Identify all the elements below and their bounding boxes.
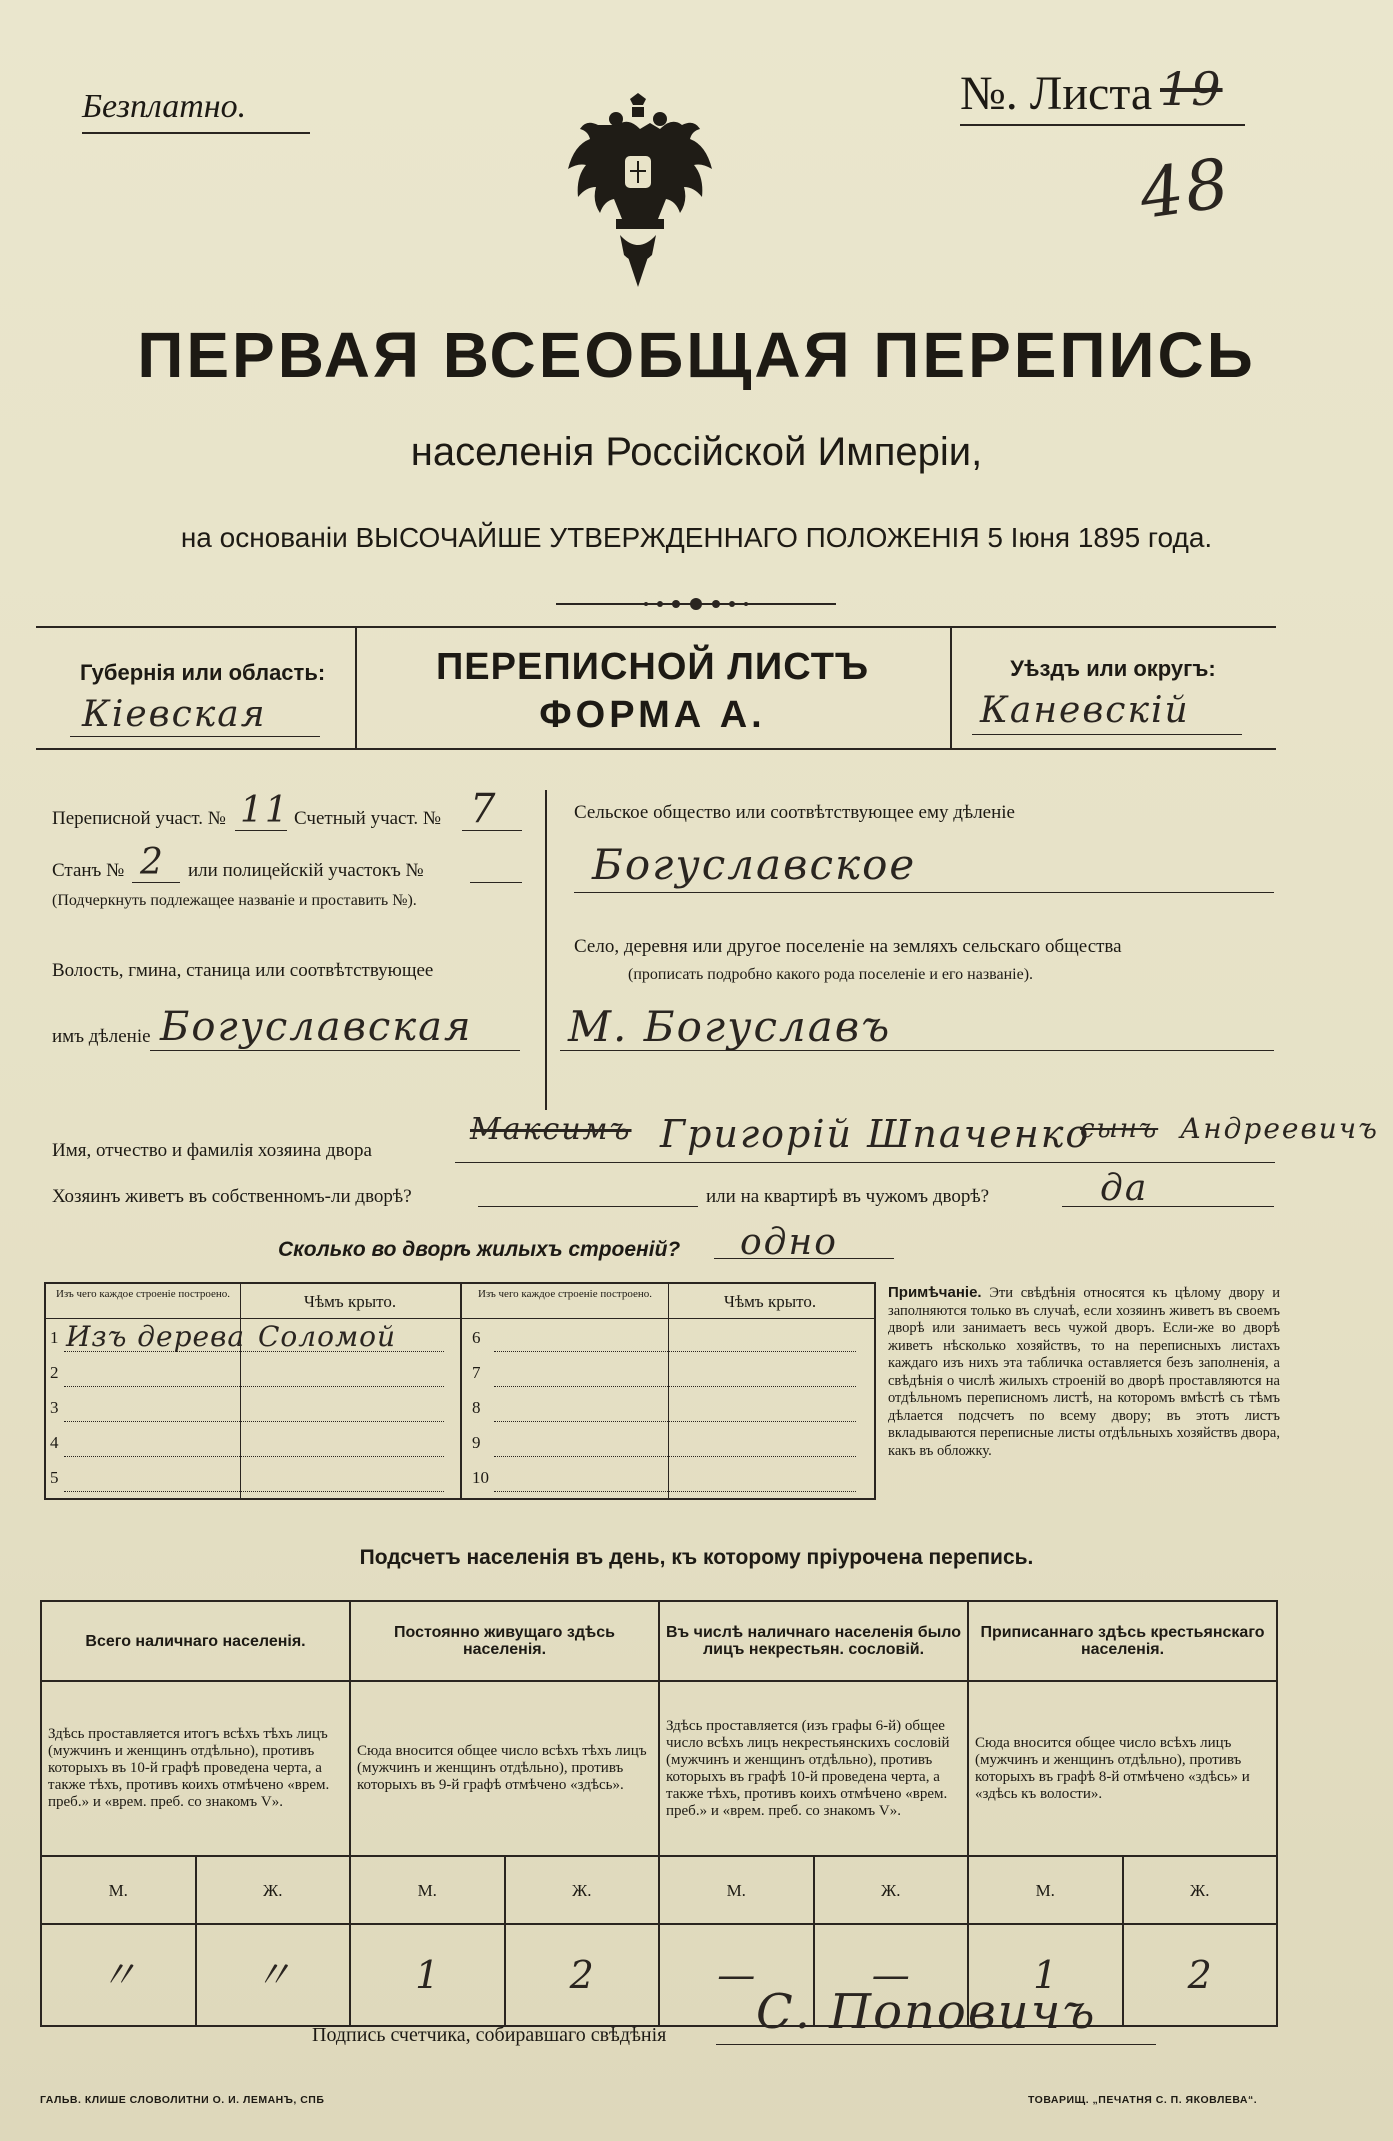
buildings-value: одно [740, 1222, 838, 1263]
building-row-num: 1 [50, 1328, 59, 1347]
own-yard-value: да [1100, 1168, 1149, 1209]
ornament-divider-icon [556, 592, 836, 616]
sheet-number-value: 19 [1160, 62, 1223, 116]
male-header: М. [968, 1856, 1123, 1924]
note-title: Примѣчаніе. [888, 1284, 982, 1301]
male-header: М. [41, 1856, 196, 1924]
province-value: Кіевская [82, 694, 267, 735]
signature-label: Подпись счетчика, собиравшаго свѣдѣнія [312, 2024, 667, 2046]
population-col-header: Приписаннаго здѣсь крестьянскаго населенія. [968, 1601, 1277, 1681]
police-label: или полицейскій участокъ № [188, 860, 424, 881]
village-label: Село, деревня или другое поселеніе на земляхъ сельскаго общества [574, 936, 1122, 957]
sheet-number-label: №. Листа [960, 67, 1153, 120]
footer-left-print: ГАЛЬВ. КЛИШЕ СЛОВОЛИТНИ О. И. ЛЕМАНЪ, СПБ [40, 2094, 325, 2106]
male-count: 1 [350, 1924, 505, 2026]
building-row-roof: Соломой [258, 1320, 397, 1353]
village-note: (прописать подробно какого рода поселеніе и его названіе). [628, 966, 1034, 983]
volost-label-1: Волость, гмина, станица или соотвѣтствующее [52, 960, 434, 981]
note-text: Эти свѣдѣнія относятся къ цѣлому двору и заполняются только въ случаѣ, если хозяинъ живетъ въ своемъ дворѣ или занимаетъ весь чужой дворъ. Если-же во дворѣ живетъ нѣсколько хозяйствъ, то на переписныхъ листахъ каждаго изъ нихъ эта табличка оставляется безъ заполненія, а свѣдѣнія о числѣ жилыхъ строеній во дворѣ проставляются на отдѣльномъ переписномъ листѣ, на которомъ вмѣстѣ съ тѣмъ дѣлается подсчетъ по всему двору; въ этотъ листъ вкладываются переписные листы отдѣльныхъ хозяйствъ двора, какъ въ обложку. [888, 1285, 1280, 1459]
basis-line: на основаніи ВЫСОЧАЙШЕ УТВЕРЖДЕННАГО ПОЛОЖЕНІЯ 5 Іюня 1895 года. [180, 522, 1213, 553]
female-count: 2 [505, 1924, 660, 2026]
female-count: — [814, 1924, 969, 2026]
counting-district-value: 7 [470, 786, 498, 832]
population-col-desc: Сюда вносится общее число всѣхъ тѣхъ лицъ (мужчинъ и женщинъ отдѣльно), противъ которыхъ въ 9-й графѣ отмѣчено «здѣсь». [350, 1681, 659, 1856]
building-row-num: 9 [472, 1433, 481, 1452]
female-header: Ж. [196, 1856, 351, 1924]
col-roof-right: Чѣмъ крыто. [723, 1292, 817, 1311]
own-yard-label: Хозяинъ живетъ въ собственномъ-ли дворѣ? [52, 1186, 412, 1207]
stan-value: 2 [140, 842, 165, 883]
owner-name-crossed: Максимъ [470, 1112, 632, 1147]
col-material-left: Изъ чего каждое строеніе построено. [55, 1288, 231, 1300]
male-count: 1 [968, 1924, 1123, 2026]
population-col-header: Въ числѣ наличнаго населенія было лицъ некрестьян. сословій. [659, 1601, 968, 1681]
female-header: Ж. [814, 1856, 969, 1924]
male-header: М. [659, 1856, 814, 1924]
building-row-num: 3 [50, 1398, 59, 1417]
eagle-emblem-icon [558, 85, 718, 295]
col-roof-left: Чѣмъ крыто. [303, 1292, 397, 1311]
building-row-num: 6 [472, 1328, 481, 1347]
village-value: М. Богуславъ [568, 1002, 892, 1051]
col-material-right: Изъ чего каждое строеніе построено. [477, 1288, 653, 1300]
main-title: ПЕРВАЯ ВСЕОБЩАЯ ПЕРЕПИСЬ [137, 319, 1256, 391]
subtitle: населенія Россійской Имперіи, [410, 430, 983, 474]
form-title: ПЕРЕПИСНОЙ ЛИСТЪ [435, 646, 870, 688]
underline-note: (Подчеркнуть подлежащее названіе и проставить №). [52, 892, 417, 909]
building-row-num: 4 [50, 1433, 59, 1452]
form-name: ФОРМА А. [539, 694, 766, 736]
female-count: 〃 [196, 1924, 351, 2026]
signature-value: С. Поповичъ [756, 1984, 1097, 2040]
owner-name-value: Григорій Шпаченко [660, 1112, 1091, 1156]
counting-district-label: Счетный участ. № [294, 808, 441, 829]
footer-right-print: ТОВАРИЩ. „ПЕЧАТНЯ С. П. ЯКОВЛЕВА“. [1028, 2094, 1258, 2106]
owner-name-value-2: Андреевичъ [1180, 1112, 1379, 1145]
community-label: Сельское общество или соотвѣтствующее ему дѣленіе [574, 802, 1015, 823]
note-block [888, 1284, 1280, 1460]
population-col-header: Постоянно живущаго здѣсь населенія. [350, 1601, 659, 1681]
community-value: Богуславское [592, 840, 917, 889]
male-count: 〃 [41, 1924, 196, 2026]
female-count: 2 [1123, 1924, 1278, 2026]
rented-label: или на квартирѣ въ чужомъ дворѣ? [706, 1186, 990, 1207]
building-row-num: 7 [472, 1363, 481, 1382]
volost-value: Богуславская [160, 1004, 473, 1050]
building-row-material: Изъ дерева [66, 1320, 246, 1353]
sheet-number-handwritten: 48 [1134, 144, 1236, 235]
male-count: — [659, 1924, 814, 2026]
buildings-label: Сколько во дворѣ жилыхъ строеній? [278, 1238, 681, 1261]
free-label: Безплатно. [82, 88, 247, 125]
population-col-desc: Сюда вносится общее число всѣхъ лицъ (мужчинъ и женщинъ отдѣльно), противъ которыхъ въ графѣ 8-й отмѣчено «здѣсь» и «здѣсь къ волости». [968, 1681, 1277, 1856]
building-row-num: 2 [50, 1363, 59, 1382]
district-value: Каневскій [980, 690, 1190, 731]
female-header: Ж. [1123, 1856, 1278, 1924]
owner-name-label: Имя, отчество и фамилія хозяина двора [52, 1140, 372, 1161]
volost-label-2: имъ дѣленіе [52, 1026, 151, 1047]
province-label: Губернія или область: [80, 660, 326, 685]
population-col-header: Всего наличнаго населенія. [41, 1601, 350, 1681]
male-header: М. [350, 1856, 505, 1924]
population-col-desc: Здѣсь проставляется итогъ всѣхъ тѣхъ лицъ (мужчинъ и женщинъ отдѣльно), противъ которыхъ въ 10-й графѣ проведена черта, а также тѣхъ, противъ коихъ отмѣчено «врем. преб.» и «врем. преб. со знакомъ V». [41, 1681, 350, 1856]
building-row-num: 8 [472, 1398, 481, 1417]
district-label: Уѣздъ или округъ: [1010, 656, 1216, 681]
stan-label: Станъ № [52, 860, 125, 881]
census-district-value: 11 [240, 790, 290, 831]
census-district-label: Переписной участ. № [52, 808, 226, 829]
population-title: Подсчетъ населенія въ день, къ которому пріурочена перепись. [359, 1546, 1034, 1569]
population-table [40, 1600, 1278, 2027]
population-col-desc: Здѣсь проставляется (изъ графы 6-й) общее число всѣхъ лицъ некрестьянскихъ сословій (мужчинъ и женщинъ отдѣльно), противъ которыхъ въ графѣ 10-й проведена черта, а также тѣхъ, противъ коихъ отмѣчено «врем. преб.» и «врем. преб. со знакомъ V». [659, 1681, 968, 1856]
owner-name-crossed-2: сынъ [1080, 1114, 1159, 1144]
female-header: Ж. [505, 1856, 660, 1924]
building-row-num: 10 [472, 1468, 489, 1487]
building-row-num: 5 [50, 1468, 59, 1487]
